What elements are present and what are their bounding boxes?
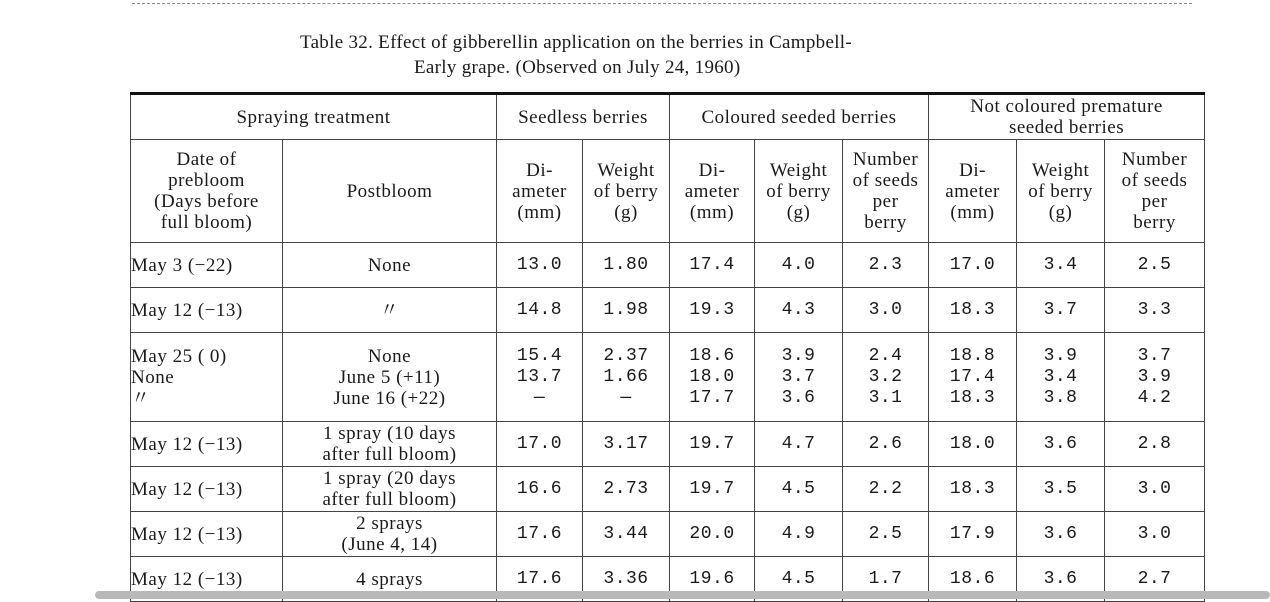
cell-cw [755, 512, 843, 557]
cell-cd [670, 243, 755, 288]
cell-line: 17.9 [949, 523, 996, 544]
cell-line: 3.2 [868, 366, 903, 387]
cell-nw [1017, 467, 1105, 512]
cell-line: 4 sprays [356, 568, 423, 590]
cell-line: 2 sprays [356, 513, 423, 534]
table-row [131, 467, 1205, 512]
header-not-coloured-line-2: seeded berries [1008, 117, 1125, 138]
cell-line: 19.3 [689, 299, 735, 320]
cell-line: 3.0 [868, 299, 903, 320]
horizontal-scrollbar[interactable] [95, 591, 1270, 599]
cell-line: 3.8 [1043, 387, 1078, 408]
cell-line: 3.6 [1043, 433, 1078, 454]
cell-line: (June 4, 14) [341, 534, 438, 555]
table-row [131, 333, 1205, 422]
cell-line: 14.8 [516, 299, 563, 320]
cell-line: 17.0 [516, 433, 563, 454]
weight-label-line: Weight [1031, 159, 1090, 181]
cell-line: 1.80 [603, 254, 649, 275]
cell-post [283, 512, 497, 557]
cell-cw [755, 243, 843, 288]
header-notcol-diameter [929, 140, 1017, 243]
cell-nw [1017, 288, 1105, 333]
cell-nn [1105, 467, 1205, 512]
cell-line: 2.4 [868, 345, 903, 366]
cell-pre [131, 333, 283, 422]
cell-line: after full bloom) [322, 489, 457, 510]
gibberellin-table [130, 92, 1205, 602]
header-seedless-diameter [497, 140, 583, 243]
cell-nd [929, 512, 1017, 557]
cell-line: May 25 ( 0) [131, 345, 227, 367]
cell-line: 3.6 [1043, 568, 1078, 589]
cell-line: 18.0 [689, 366, 735, 387]
seeds-label-line: Number [1121, 149, 1188, 170]
seeds-label-line: per [1141, 191, 1168, 212]
cell-post [283, 288, 497, 333]
cell-nw [1017, 333, 1105, 422]
cell-cw [755, 333, 843, 422]
cell-line: 2.6 [868, 433, 903, 454]
cell-nn [1105, 422, 1205, 467]
cell-pre [131, 422, 283, 467]
header-coloured-weight [755, 140, 843, 243]
cell-line: 1.7 [868, 568, 903, 589]
cell-cn [843, 512, 929, 557]
weight-label-line: of berry [1028, 180, 1093, 202]
cell-line: — [533, 387, 546, 408]
cell-line: 3.4 [1043, 254, 1078, 275]
cell-line: after full bloom) [322, 444, 457, 465]
cell-line: 18.8 [949, 345, 996, 366]
cell-line: 〃 [131, 387, 151, 409]
cell-line: 〃 [379, 299, 400, 321]
cell-nw [1017, 512, 1105, 557]
cell-post [283, 243, 497, 288]
cell-pre [131, 512, 283, 557]
cell-line: 3.6 [781, 387, 816, 408]
cell-line: 2.37 [603, 345, 649, 366]
cell-line: 3.9 [781, 345, 816, 366]
seeds-label-line: per [872, 191, 899, 212]
cell-line: 3.1 [868, 387, 903, 408]
cell-line: None [131, 366, 175, 388]
cell-line: 4.9 [781, 523, 816, 544]
cell-line: 2.73 [603, 478, 649, 499]
cell-post [283, 422, 497, 467]
cell-line: 2.2 [868, 478, 903, 499]
cell-line: 4.7 [781, 433, 816, 454]
cell-line: 18.6 [689, 345, 735, 366]
cell-line: 17.4 [949, 366, 996, 387]
header-not-coloured-line-1: Not coloured premature [970, 96, 1163, 117]
table-row [131, 288, 1205, 333]
weight-label-line: of berry [593, 180, 659, 202]
header-postbloom: Postbloom [283, 140, 497, 243]
cell-sd [497, 467, 583, 512]
cell-line: 18.6 [949, 568, 996, 589]
cell-cd [670, 467, 755, 512]
cell-nn [1105, 243, 1205, 288]
cell-line: 4.5 [781, 478, 816, 499]
header-coloured-seeds [843, 140, 929, 243]
cell-line: 2.5 [868, 523, 903, 544]
cell-line: May 12 (−13) [131, 299, 243, 321]
cell-nn [1105, 288, 1205, 333]
cell-cn [843, 288, 929, 333]
cell-line: None [367, 345, 412, 367]
weight-label-line: Weight [769, 159, 828, 181]
cell-line: 3.7 [781, 366, 816, 387]
cell-nw [1017, 243, 1105, 288]
diameter-label-line: Di- [526, 159, 553, 181]
cell-line: May 12 (−13) [131, 523, 243, 545]
header-row-2 [131, 140, 1205, 243]
cell-post [283, 333, 497, 422]
cell-line: 18.3 [949, 478, 996, 499]
seeds-label-line: of seeds [852, 170, 919, 191]
diameter-label-line: ameter [684, 180, 740, 202]
cell-cw [755, 422, 843, 467]
cell-line: 3.3 [1137, 299, 1172, 320]
cell-nn [1105, 512, 1205, 557]
cell-line: 18.0 [949, 433, 996, 454]
cell-cd [670, 422, 755, 467]
cell-line: 3.0 [1137, 523, 1172, 544]
cell-line: 3.5 [1043, 478, 1078, 499]
header-seedless: Seedless berries [497, 94, 670, 140]
cell-nd [929, 333, 1017, 422]
cell-pre [131, 288, 283, 333]
cell-cw [755, 467, 843, 512]
cell-line: 3.0 [1137, 478, 1172, 499]
diameter-label-line: (mm) [950, 201, 995, 223]
cell-line: 20.0 [689, 523, 735, 544]
weight-label-line: (g) [614, 201, 638, 223]
header-notcol-weight [1017, 140, 1105, 243]
cell-cd [670, 512, 755, 557]
cell-line: 3.7 [1043, 299, 1078, 320]
cell-line: 3.9 [1137, 366, 1172, 387]
weight-label-line: Weight [597, 159, 655, 181]
cell-sw [583, 333, 670, 422]
diameter-label-line: Di- [959, 159, 986, 181]
table-row [131, 422, 1205, 467]
cell-line: 1.98 [603, 299, 649, 320]
weight-label-line: (g) [786, 201, 811, 223]
cell-nd [929, 243, 1017, 288]
seeds-label-line: of seeds [1121, 170, 1188, 191]
header-row-1 [131, 94, 1205, 140]
cell-sd [497, 333, 583, 422]
cell-line: 4.3 [781, 299, 816, 320]
cell-line: 3.17 [603, 433, 649, 454]
header-coloured: Coloured seeded berries [670, 94, 929, 140]
cell-line: 17.6 [516, 523, 563, 544]
cell-cn [843, 243, 929, 288]
diameter-label-line: (mm) [517, 201, 562, 223]
cell-line: 18.3 [949, 299, 996, 320]
cell-cd [670, 288, 755, 333]
cell-pre [131, 243, 283, 288]
cell-line: 18.3 [949, 387, 996, 408]
cell-nd [929, 288, 1017, 333]
cell-line: 2.3 [868, 254, 903, 275]
cell-line: 3.9 [1043, 345, 1078, 366]
cell-line: 1.66 [603, 366, 649, 387]
cell-sw [583, 422, 670, 467]
cell-cw [755, 288, 843, 333]
cell-line: 19.7 [689, 478, 735, 499]
weight-label-line: of berry [766, 180, 831, 202]
header-spraying: Spraying treatment [131, 94, 497, 140]
cell-sd [497, 422, 583, 467]
diameter-label-line: (mm) [689, 201, 735, 223]
cell-line: 1 spray (20 days [322, 468, 457, 489]
cell-cn [843, 422, 929, 467]
header-coloured-diameter [670, 140, 755, 243]
header-seedless-weight [583, 140, 670, 243]
cell-line: 13.7 [516, 366, 563, 387]
cell-nd [929, 422, 1017, 467]
cell-line: 1 spray (10 days [322, 423, 457, 444]
seeds-label-line: Number [852, 149, 919, 170]
cell-line: 2.8 [1137, 433, 1172, 454]
diameter-label-line: ameter [945, 180, 1000, 202]
cell-cd [670, 333, 755, 422]
cell-nw [1017, 422, 1105, 467]
cell-line: 3.6 [1043, 523, 1078, 544]
cell-line: 3.4 [1043, 366, 1078, 387]
header-not-coloured [929, 94, 1205, 140]
diameter-label-line: ameter [512, 180, 567, 202]
cell-sd [497, 288, 583, 333]
cell-sd [497, 243, 583, 288]
table-row [131, 243, 1205, 288]
cell-line: 3.44 [603, 523, 649, 544]
cell-post [283, 467, 497, 512]
cell-line: June 16 (+22) [333, 387, 446, 409]
cell-line: 17.4 [689, 254, 735, 275]
cell-line: May 3 (−22) [131, 254, 233, 276]
cell-line: 3.7 [1137, 345, 1172, 366]
cell-line: — [620, 387, 632, 408]
seeds-label-line: berry [1133, 212, 1176, 233]
table-caption [300, 30, 1060, 80]
cell-line: 17.0 [949, 254, 996, 275]
cell-line: 3.36 [603, 568, 649, 589]
table-body [131, 243, 1205, 602]
cell-line: 19.6 [689, 568, 735, 589]
cell-line: 4.2 [1137, 387, 1172, 408]
cell-cn [843, 333, 929, 422]
cell-nd [929, 467, 1017, 512]
cell-cn [843, 467, 929, 512]
cell-line: 19.7 [689, 433, 735, 454]
table-row [131, 512, 1205, 557]
cell-line: None [367, 254, 412, 276]
weight-label-line: (g) [1048, 201, 1073, 223]
cell-line: 4.0 [781, 254, 816, 275]
cell-sw [583, 243, 670, 288]
cell-line: 13.0 [516, 254, 563, 275]
cell-nn [1105, 333, 1205, 422]
cell-line: 2.7 [1137, 568, 1172, 589]
cell-line: June 5 (+11) [338, 366, 441, 388]
cell-sw [583, 467, 670, 512]
cell-sd [497, 512, 583, 557]
cell-line: 15.4 [516, 345, 563, 366]
diameter-label-line: Di- [698, 159, 726, 181]
cell-line: 16.6 [516, 478, 563, 499]
cell-sw [583, 512, 670, 557]
cell-pre [131, 467, 283, 512]
top-rule [132, 3, 1192, 4]
cell-line: May 12 (−13) [131, 478, 243, 500]
cell-line: May 12 (−13) [131, 568, 243, 590]
seeds-label-line: berry [864, 212, 907, 233]
cell-line: 2.5 [1137, 254, 1172, 275]
caption-line-1: Table 32. Effect of gibberellin application on the berries in Campbell- [300, 32, 852, 53]
cell-sw [583, 288, 670, 333]
header-notcol-seeds [1105, 140, 1205, 243]
cell-line: May 12 (−13) [131, 433, 243, 455]
cell-line: 4.5 [781, 568, 816, 589]
cell-line: 17.7 [689, 387, 735, 408]
caption-line-2: Early grape. (Observed on July 24, 1960) [414, 57, 741, 78]
header-prebloom: Date of prebloom (Days before full bloom) [131, 140, 283, 243]
cell-line: 17.6 [516, 568, 563, 589]
